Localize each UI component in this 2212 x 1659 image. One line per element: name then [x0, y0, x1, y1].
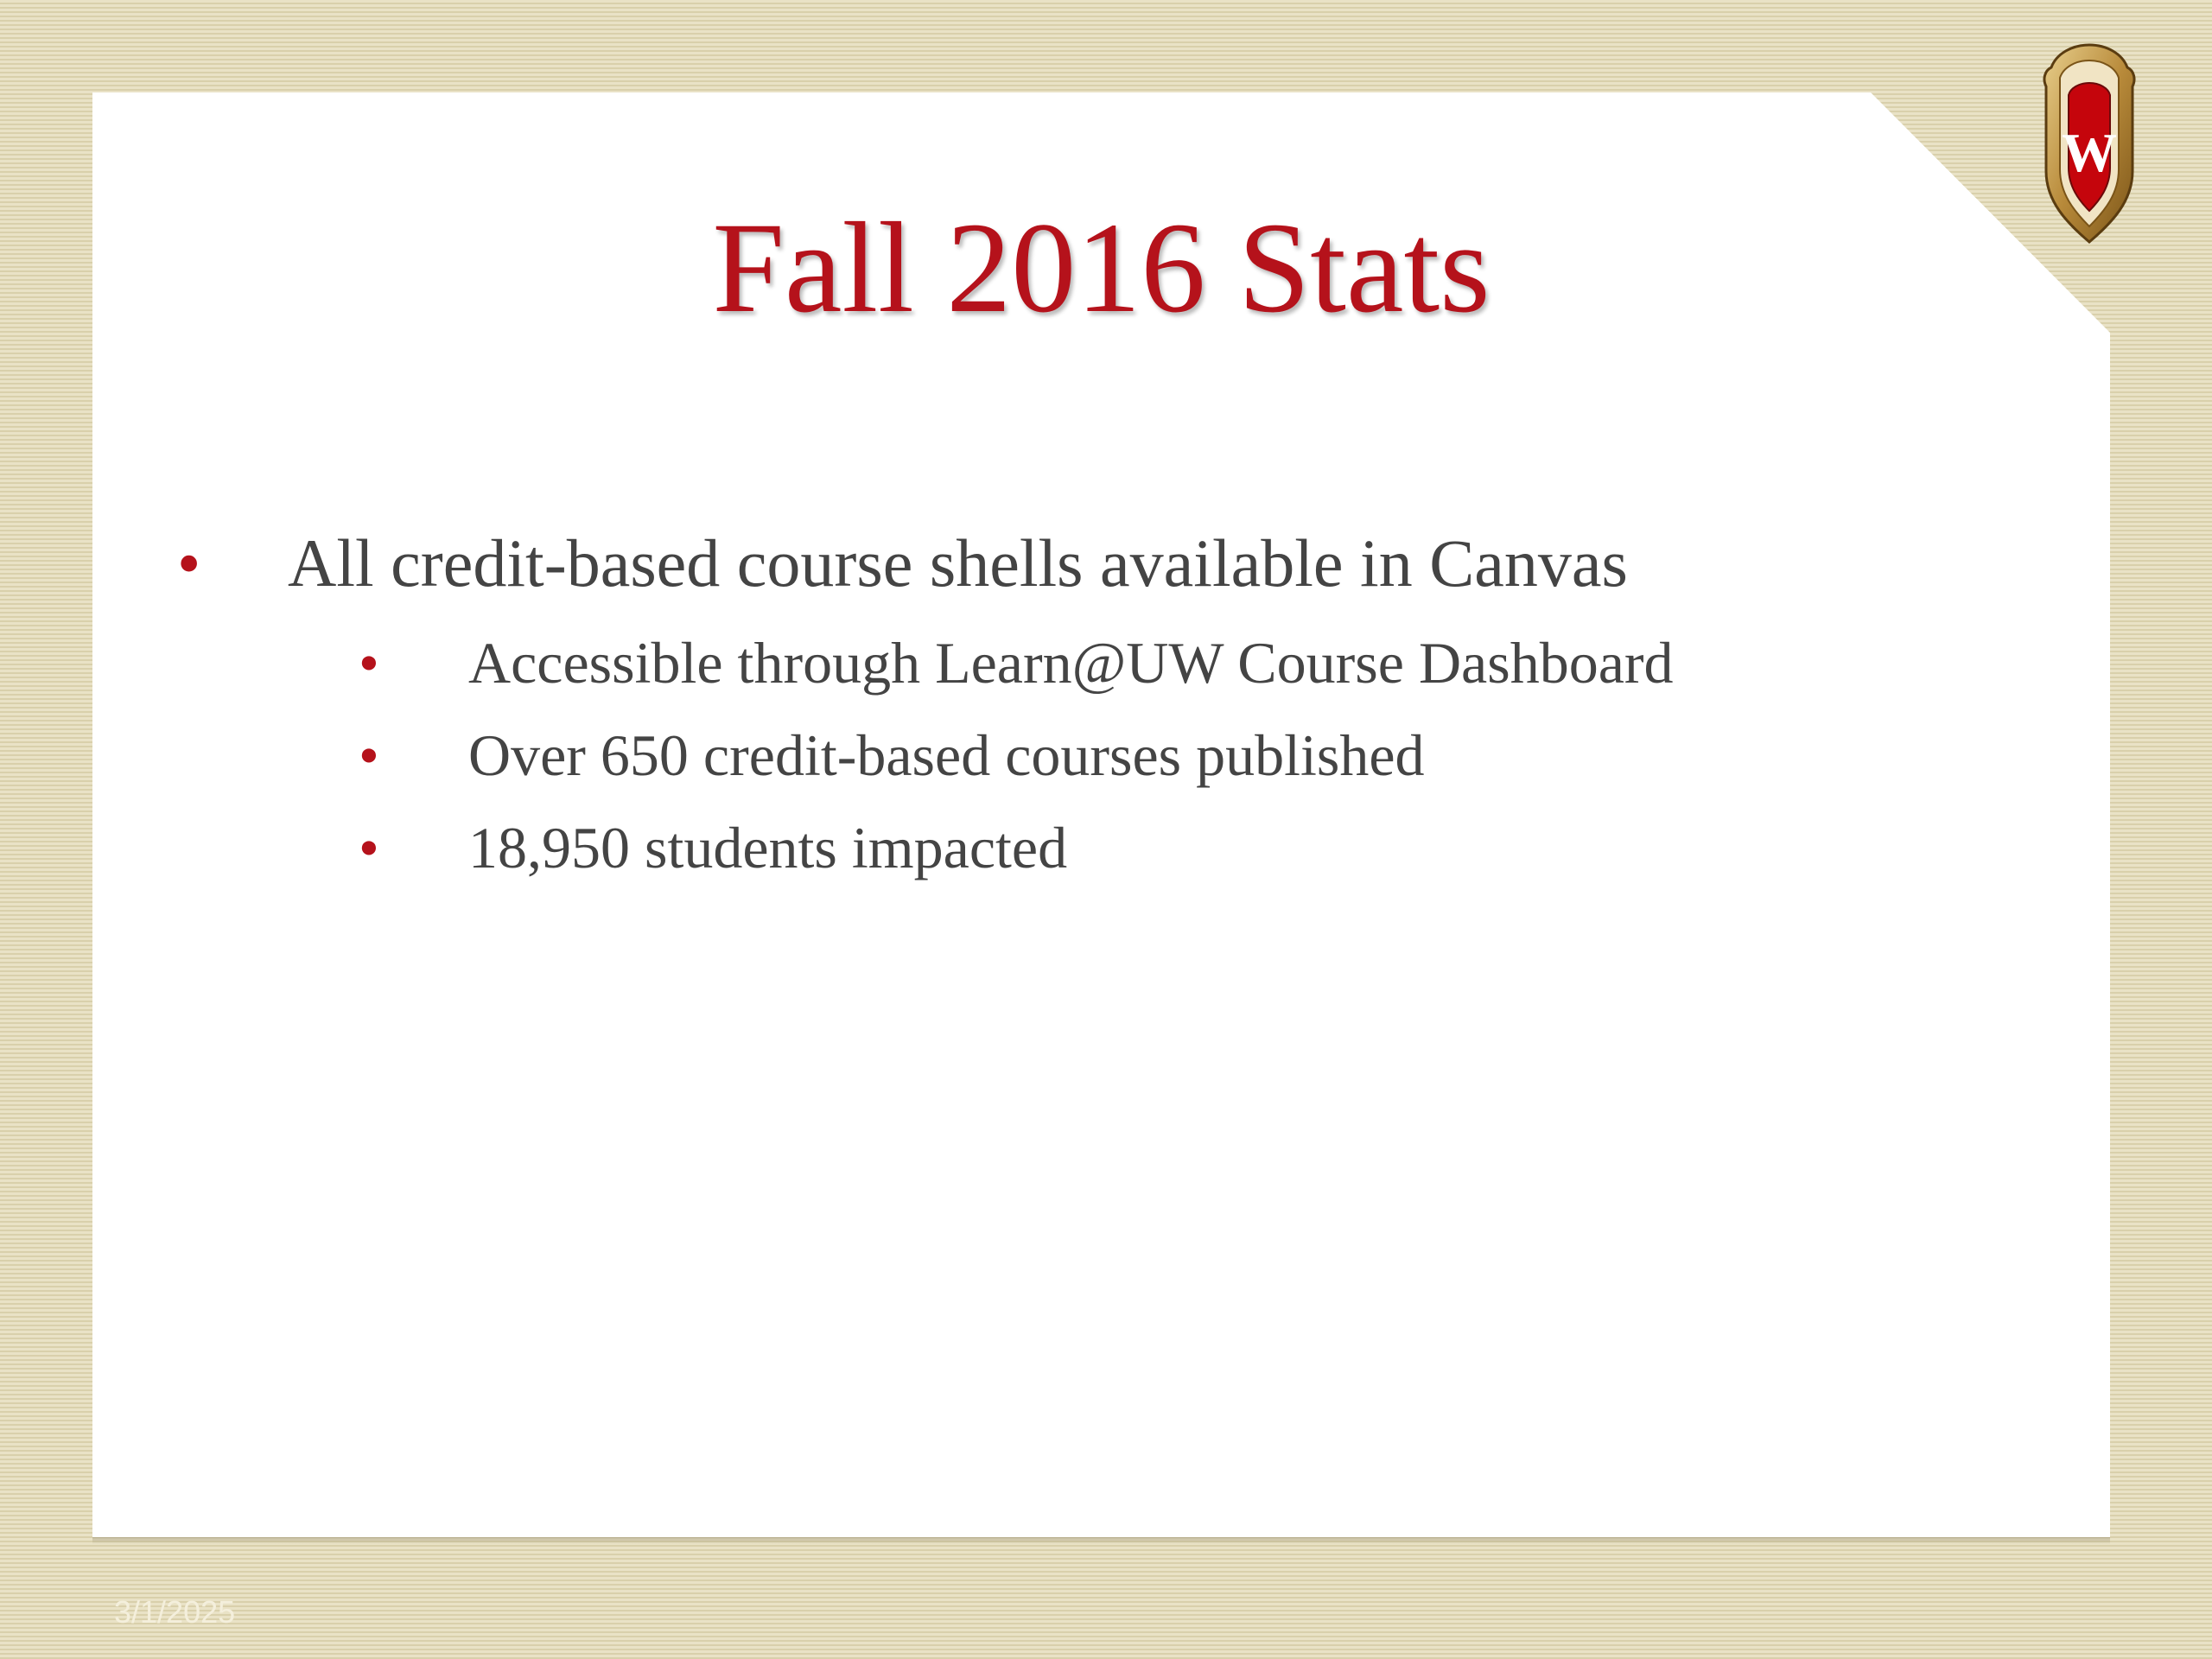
bullet-marker: • [359, 815, 379, 880]
bullet-item-students: 18,950 students impacted [468, 815, 1068, 880]
bullet-marker: • [359, 722, 379, 788]
bullet-item-canvas-shells: All credit-based course shells available in Canvas [288, 525, 1628, 601]
bullet-marker: • [359, 630, 379, 696]
panel-shadow [92, 1537, 2110, 1544]
bullet-item-courses-published: Over 650 credit-based courses published [468, 722, 1425, 788]
footer-date: 3/1/2025 [114, 1594, 236, 1630]
uw-crest-icon [2041, 41, 2138, 245]
crest-letter: W [2062, 122, 2117, 183]
bullet-marker: • [177, 525, 201, 601]
slide-title: Fall 2016 Stats [712, 196, 1491, 340]
bullet-item-dashboard: Accessible through Learn@UW Course Dashboard [468, 630, 1674, 696]
